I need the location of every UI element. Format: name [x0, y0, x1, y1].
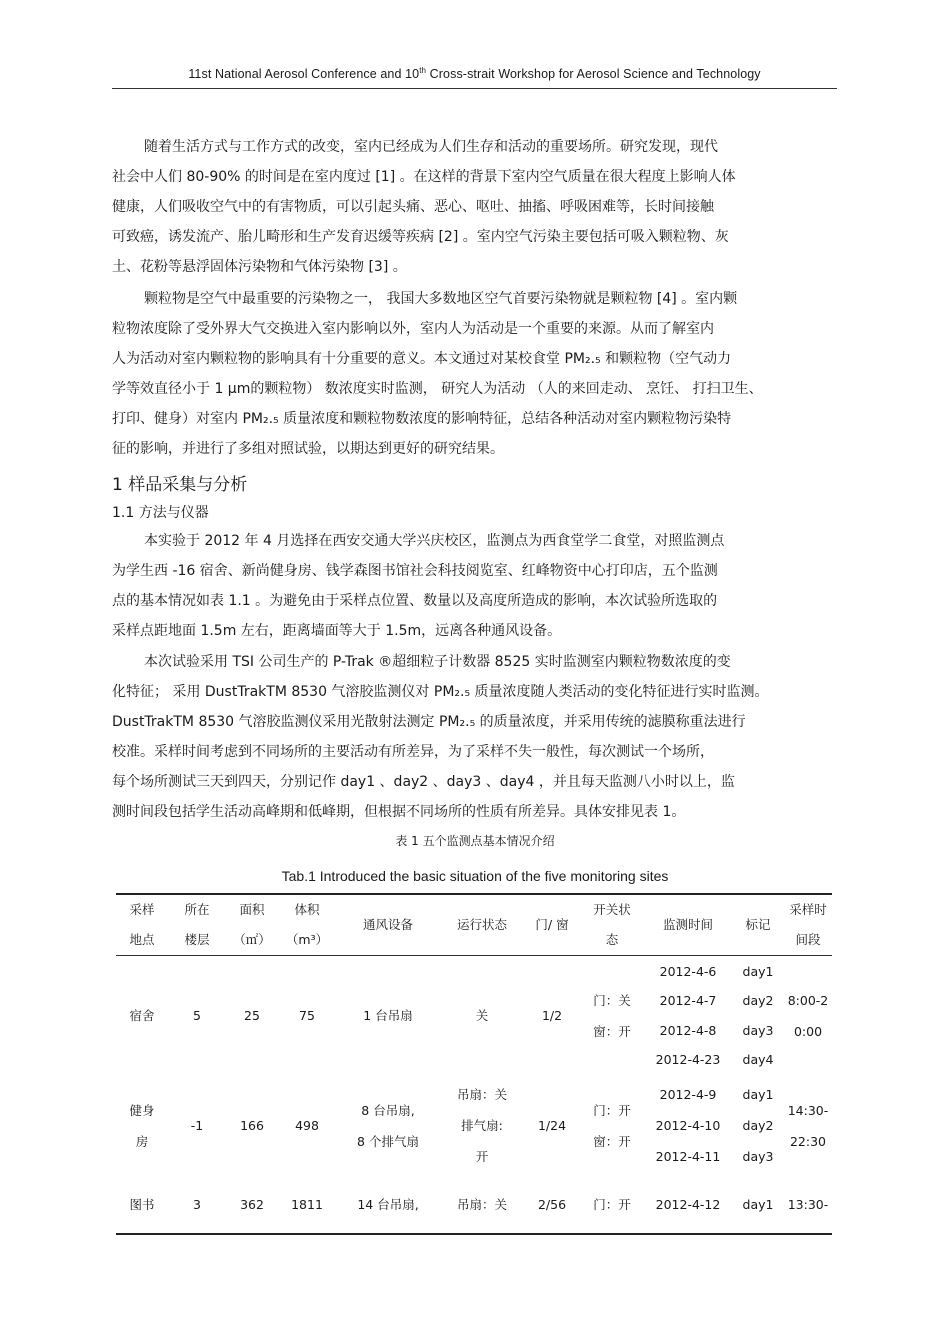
cell-switch-line: 门：关 [593, 992, 631, 1008]
column-header-text: 门/ 窗 [535, 917, 569, 932]
cell-vent [336, 956, 440, 1076]
column-header-text: 监测时间 [662, 917, 713, 932]
cell-period-line: 0:00 [793, 1023, 823, 1039]
column-header-text: 通风设备 [362, 917, 413, 932]
cell-area: 362 [240, 1196, 264, 1212]
cell-switch-line: 窗：开 [593, 1133, 631, 1149]
cell-switch-line: 窗：开 [593, 1023, 631, 1039]
paragraph [112, 132, 837, 282]
column-header [524, 894, 580, 956]
cell-marks-line: day3 [742, 1149, 774, 1164]
cell-site-line: 图书 [129, 1196, 155, 1212]
paragraph-line: 每个场所测试三天到四天，分别记作 day1 、day2 、day3 、day4 ，并且每天监测八小时以上，监 [112, 774, 735, 790]
cell-site-line: 健身 [129, 1102, 155, 1118]
column-header-text: 标记 [745, 917, 771, 932]
cell-marks-line: day1 [742, 1196, 774, 1212]
cell-period [784, 1176, 832, 1234]
cell-period-line: 8:00-2 [787, 992, 829, 1008]
cell-site-line: 宿舍 [129, 1008, 155, 1024]
section-heading: 1 样品采集与分析 [112, 475, 248, 495]
cell-site [116, 1176, 168, 1234]
paragraph-line: 打印、健身）对室内 PM₂.₅ 质量浓度和颗粒物数浓度的影响特征，总结各种活动对室内颗粒物污染特 [112, 411, 732, 427]
paragraph-line: 校准。采样时间考虑到不同场所的主要活动有所差异，为了采样不失一般性，每次测试一个场所， [112, 744, 714, 760]
paragraph-line: 化特征； 采用 DustTrakTM 8530 气溶胶监测仪对 PM₂.₅ 质量浓度随人类活动的变化特征进行实时监测。 [112, 684, 769, 700]
cell-dates-line: 2012-4-9 [659, 1087, 717, 1102]
cell-vent-line: 8 台吊扇, [361, 1102, 415, 1118]
cell-volume: 75 [299, 1008, 315, 1024]
running-header: 11st National Aerosol Conference and 10th Cross-strait Workshop for Aerosol Science and Technology [188, 66, 761, 82]
cell-floor: 3 [193, 1196, 201, 1212]
cell-vent-line: 8 个排气扇 [357, 1133, 419, 1149]
paragraph-line: 本次试验采用 TSI 公司生产的 P-Trak ®超细粒子计数器 8525 实时监测室内颗粒物数浓度的变 [144, 654, 731, 670]
column-header [732, 894, 784, 956]
cell-dates-line: 2012-4-12 [655, 1196, 721, 1212]
column-header-text: 所在 [184, 902, 210, 917]
cell-status [440, 956, 524, 1076]
table-caption-chinese: 表 1 五个监测点基本情况介绍 [395, 834, 555, 848]
cell-site [116, 956, 168, 1076]
cell-dates-line: 2012-4-11 [655, 1149, 721, 1164]
cell-ratio: 1/2 [541, 1008, 563, 1024]
column-header [226, 894, 278, 956]
cell-marks [732, 1076, 784, 1176]
cell-switch [580, 956, 644, 1076]
paragraph-line: 可致癌，诱发流产、胎儿畸形和生产发育迟缓等疾病 [2] 。室内空气污染主要包括可吸入颗粒物、灰 [112, 229, 729, 245]
monitoring-sites-table [116, 893, 832, 1235]
column-header-text: 间段 [795, 932, 821, 947]
cell-dates-line: 2012-4-6 [659, 963, 717, 979]
cell-switch [580, 1076, 644, 1176]
cell-period [784, 956, 832, 1076]
paragraph-line: DustTrakTM 8530 气溶胶监测仪采用光散射法测定 PM₂.₅ 的质量浓度，并采用传统的滤膜称重法进行 [112, 714, 746, 730]
column-header [168, 894, 226, 956]
paragraph-line: 粒物浓度除了受外界大气交换进入室内影响以外，室内人为活动是一个重要的来源。从而了解室内 [112, 321, 714, 337]
paragraph-line: 健康，人们吸收空气中的有害物质，可以引起头痛、恶心、呕吐、抽搐、呼吸困难等，长时间接触 [112, 199, 714, 215]
cell-floor: -1 [190, 1118, 204, 1133]
table-header-row [116, 894, 832, 956]
column-header [644, 894, 732, 956]
column-header-text: 采样时 [789, 902, 827, 917]
column-header-text: 楼层 [184, 932, 210, 947]
cell-status-line: 开 [475, 1149, 489, 1164]
cell-status [440, 1176, 524, 1234]
cell-volume: 498 [295, 1118, 319, 1133]
table-row [116, 1176, 832, 1234]
cell-status-line: 排气扇: [461, 1118, 503, 1133]
paragraph-line: 为学生西 -16 宿舍、新尚健身房、钱学森图书馆社会科技阅览室、红峰物资中心打印店，五个监测 [112, 563, 718, 579]
cell-marks-line: day1 [742, 1087, 774, 1102]
cell-ratio: 1/24 [537, 1118, 567, 1133]
cell-marks [732, 1176, 784, 1234]
column-header-text: 开关状 [593, 902, 631, 917]
column-header [336, 894, 440, 956]
cell-marks-line: day3 [742, 1022, 774, 1038]
column-header [784, 894, 832, 956]
paragraph-line: 社会中人们 80-90% 的时间是在室内度过 [1] 。在这样的背景下室内空气质量在很大程度上影响人体 [112, 169, 736, 185]
paragraph-line: 颗粒物是空气中最重要的污染物之一， 我国大多数地区空气首要污染物就是颗粒物 [4] 。室内颗 [144, 291, 738, 307]
cell-dates [644, 956, 732, 1076]
paragraph [112, 526, 837, 646]
column-header [278, 894, 336, 956]
cell-site [116, 1076, 168, 1176]
paragraph [112, 647, 837, 827]
column-header-text: （㎡） [233, 932, 271, 947]
table-row [116, 1076, 832, 1176]
cell-dates [644, 1076, 732, 1176]
column-header-text: （m³） [285, 932, 329, 947]
cell-dates-line: 2012-4-7 [659, 993, 717, 1009]
paragraph-line: 采样点距地面 1.5m 左右，距离墙面等大于 1.5m，远离各种通风设备。 [112, 623, 562, 639]
paragraph-line: 随着生活方式与工作方式的改变，室内已经成为人们生存和活动的重要场所。研究发现，现代 [144, 139, 718, 155]
cell-dates [644, 1176, 732, 1234]
cell-vent [336, 1076, 440, 1176]
cell-period-line: 22:30 [789, 1133, 827, 1149]
cell-status [440, 1076, 524, 1176]
column-header-text: 地点 [129, 932, 155, 947]
cell-marks-line: day1 [742, 963, 774, 979]
header-rule [112, 88, 837, 89]
cell-marks [732, 956, 784, 1076]
cell-dates-line: 2012-4-10 [655, 1118, 721, 1133]
paragraph-line: 人为活动对室内颗粒物的影响具有十分重要的意义。本文通过对某校食堂 PM₂.₅ 和颗粒物（空气动力 [112, 351, 732, 367]
column-header-text: 态 [605, 932, 619, 947]
cell-marks-line: day2 [742, 1118, 774, 1133]
column-header [440, 894, 524, 956]
cell-switch-line: 门：开 [593, 1102, 631, 1118]
column-header [116, 894, 168, 956]
cell-vent-line: 1 台吊扇 [363, 1008, 413, 1024]
paragraph-line: 学等效直径小于 1 μm的颗粒物） 数浓度实时监测， 研究人为活动 （人的来回走动、 烹饪、 打扫卫生、 [112, 381, 763, 397]
cell-area: 25 [244, 1008, 260, 1024]
cell-period-line: 14:30- [787, 1102, 829, 1118]
cell-dates-line: 2012-4-23 [655, 1052, 721, 1068]
column-header-text: 采样 [129, 902, 155, 917]
column-header-text: 面积 [239, 902, 265, 917]
cell-marks-line: day4 [742, 1052, 774, 1068]
cell-vent-line: 14 台吊扇, [357, 1196, 419, 1212]
cell-switch-line: 门：开 [593, 1196, 631, 1212]
cell-period-line: 13:30- [787, 1196, 829, 1212]
paragraph [112, 284, 837, 464]
paragraph-line: 土、花粉等悬浮固体污染物和气体污染物 [3] 。 [112, 259, 407, 275]
cell-vent [336, 1176, 440, 1234]
cell-marks-line: day2 [742, 993, 774, 1009]
table-caption-english: Tab.1 Introduced the basic situation of the five monitoring sites [281, 868, 669, 884]
column-header [580, 894, 644, 956]
paragraph-line: 点的基本情况如表 1.1 。为避免由于采样点位置、数量以及高度所造成的影响，本次试验所选取的 [112, 593, 718, 609]
cell-volume: 1811 [291, 1196, 323, 1212]
cell-period [784, 1076, 832, 1176]
cell-area: 166 [240, 1118, 264, 1133]
cell-dates-line: 2012-4-8 [659, 1022, 717, 1038]
cell-site-line: 房 [135, 1133, 149, 1149]
table-row [116, 956, 832, 1076]
cell-ratio: 2/56 [537, 1196, 567, 1212]
cell-status-line: 吊扇：关 [456, 1087, 507, 1102]
cell-floor: 5 [193, 1008, 201, 1024]
cell-status-line: 关 [475, 1008, 489, 1024]
cell-status-line: 吊扇：关 [456, 1196, 507, 1212]
cell-switch [580, 1176, 644, 1234]
paragraph-line: 征的影响，并进行了多组对照试验，以期达到更好的研究结果。 [112, 441, 504, 457]
subsection-heading: 1.1 方法与仪器 [112, 505, 209, 521]
paragraph-line: 测时间段包括学生活动高峰期和低峰期，但根据不同场所的性质有所差异。具体安排见表 1。 [112, 804, 686, 820]
paragraph-line: 本实验于 2012 年 4 月选择在西安交通大学兴庆校区，监测点为西食堂学二食堂，对照监测点 [144, 533, 725, 549]
column-header-text: 运行状态 [456, 917, 507, 932]
column-header-text: 体积 [294, 902, 320, 917]
